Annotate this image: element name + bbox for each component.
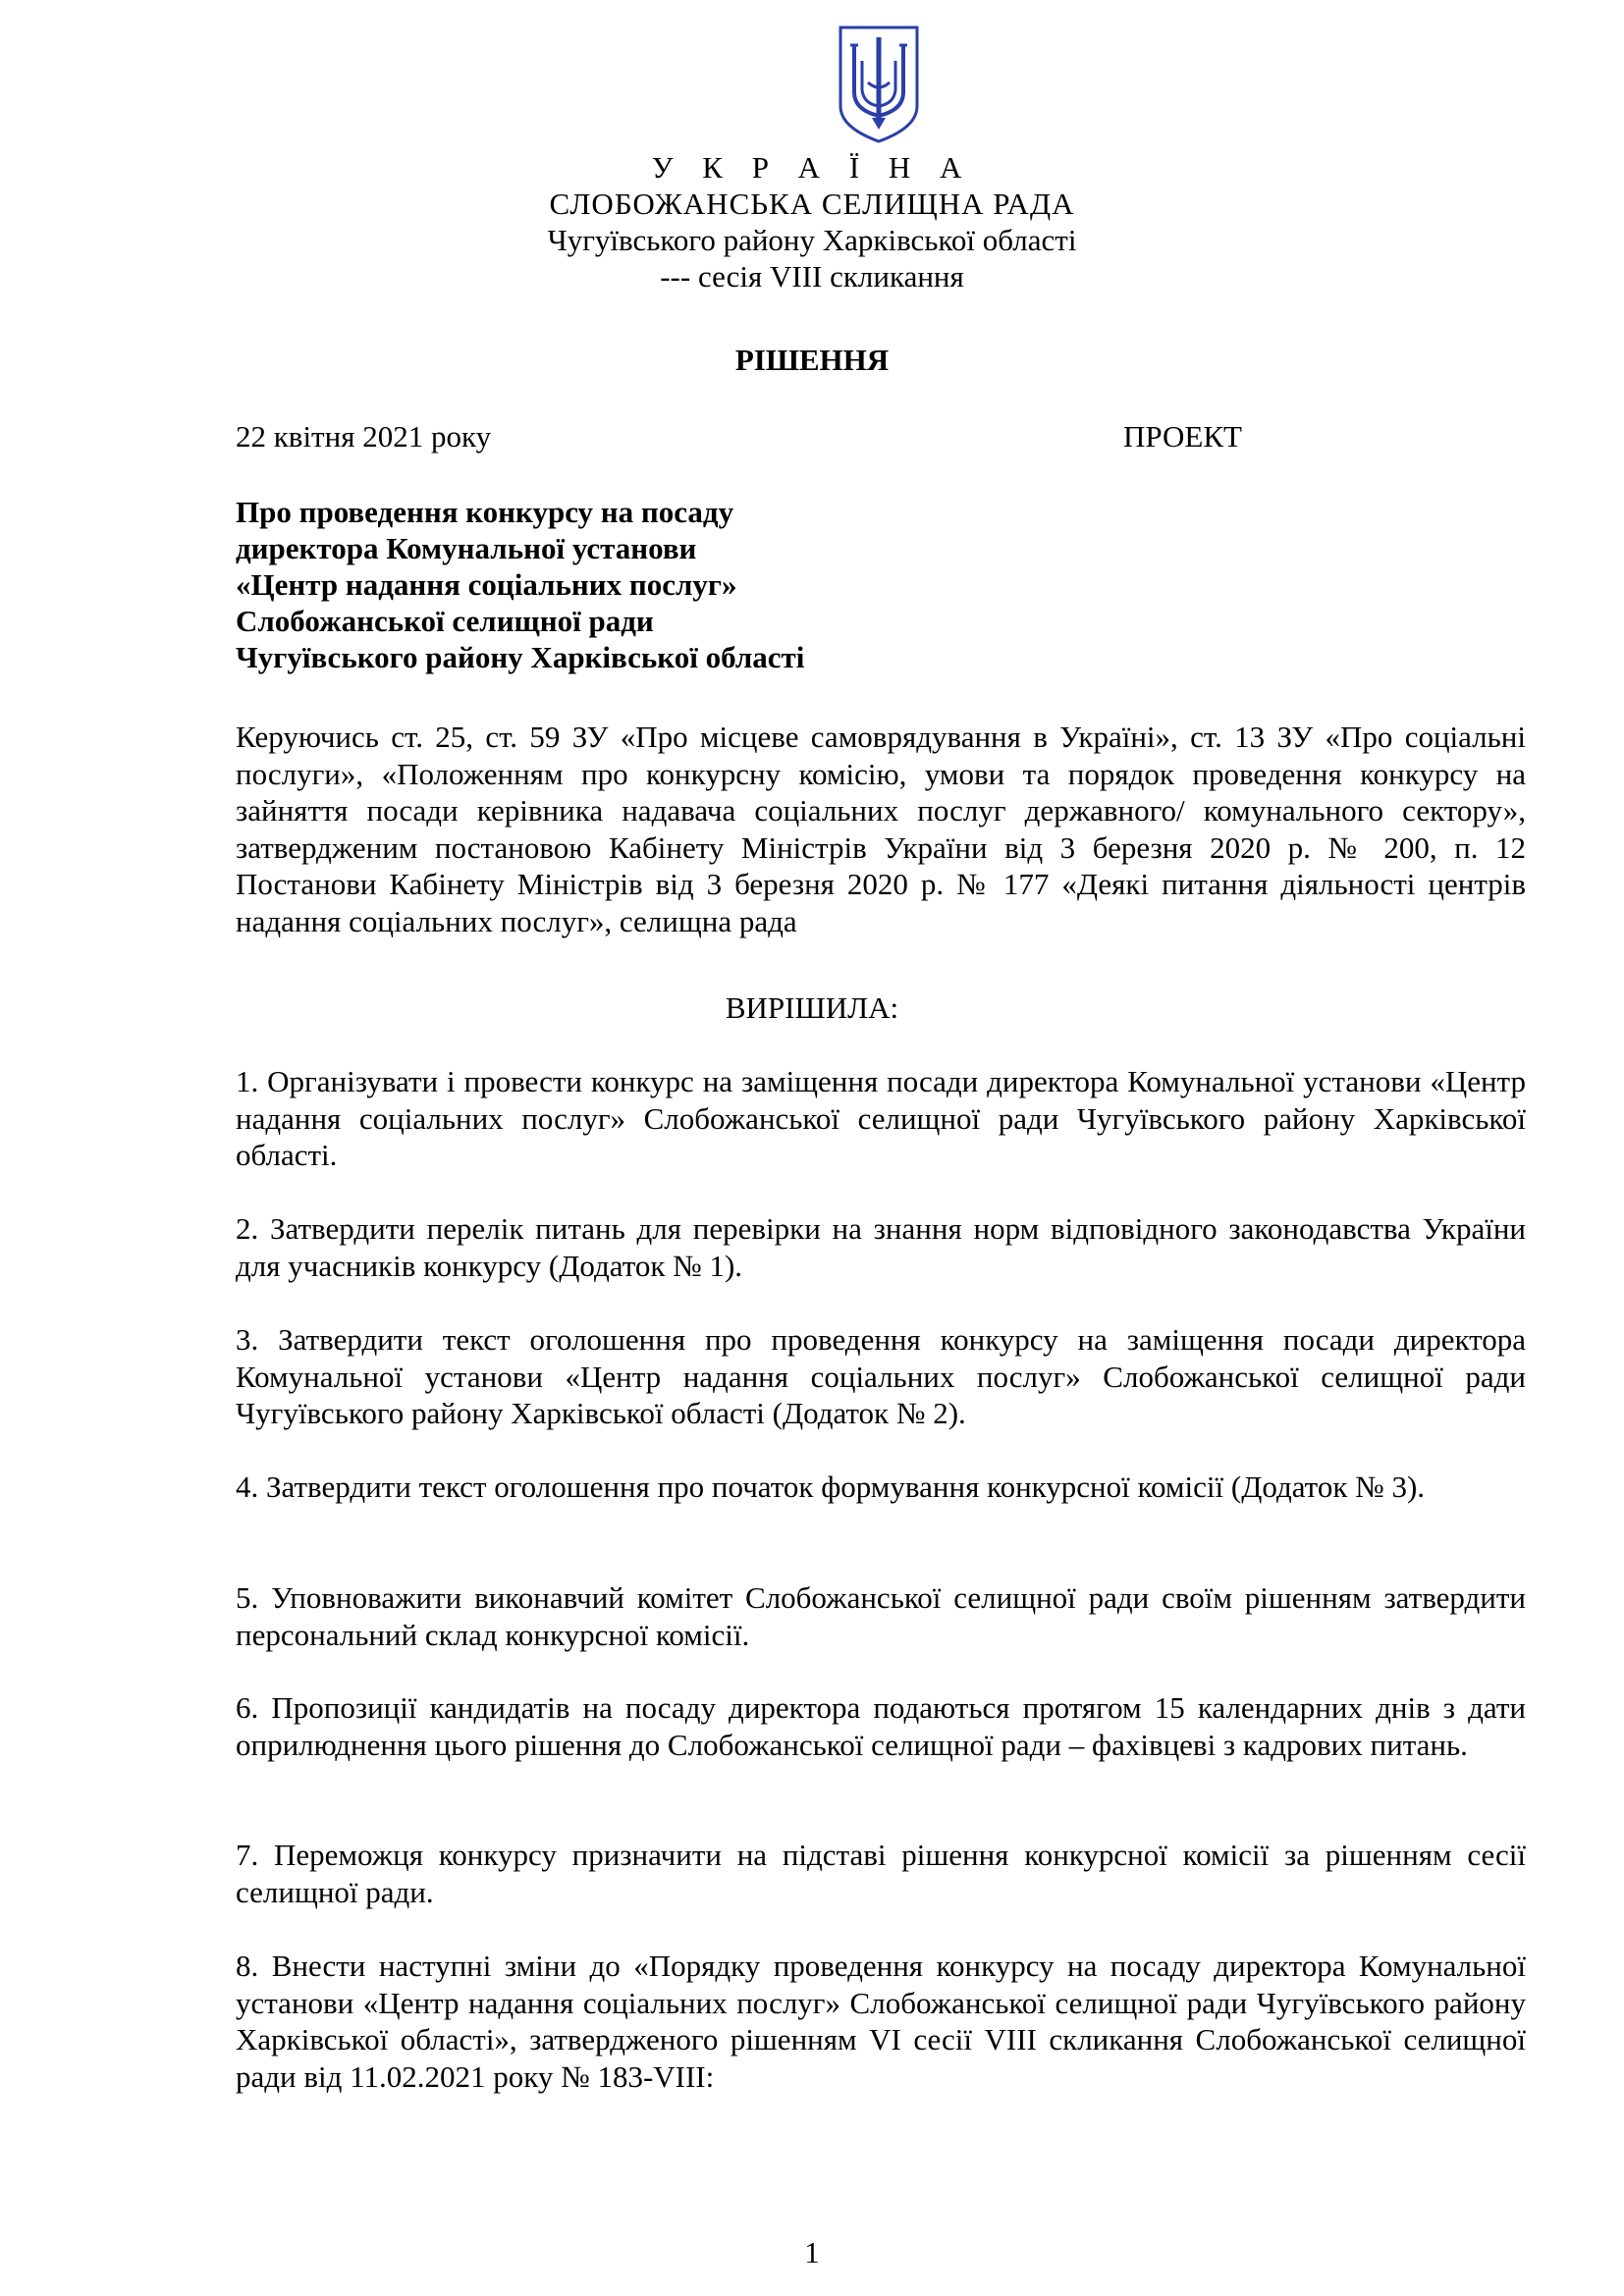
district-name: Чугуївського району Харківської області <box>547 223 1077 257</box>
document-title: РІШЕННЯ <box>734 343 890 377</box>
document-header <box>0 149 1624 294</box>
document-status: ПРОЕКТ <box>1123 419 1242 454</box>
decision-item-5: 5. Уповноважити виконавчий комітет Слобожанської селищної ради своїм рішенням затвердити персональний склад конкурсної комісії. <box>236 1580 1526 1652</box>
subject-line: Чугуївського району Харківської області <box>236 640 805 674</box>
decided-heading: ВИРІШИЛА: <box>725 990 899 1025</box>
preamble-paragraph: Керуючись ст. 25, ст. 59 ЗУ «Про місцеве самоврядування в Україні», ст. 13 ЗУ «Про соціальні послуги», «Положенням про конкурсну комісію, умови та порядок проведення конкурсу на зайняття посади керівника надавача соціальних послуг державного/ комунального сектору», затвердженим постановою Кабінету Міністрів України від 3 березня 2020 р. № 200, п. 12 Постанови Кабінету Міністрів від 3 березня 2020 р. № 177 «Деякі питання діяльності центрів надання соціальних послуг», селищна рада <box>236 720 1526 938</box>
trident-emblem-icon <box>835 22 923 147</box>
document-date: 22 квітня 2021 року <box>236 419 492 454</box>
decision-item-2: 2. Затвердити перелік питань для перевірки на знання норм відповідного законодавства України для учасників конкурсу (Додаток № 1). <box>236 1211 1526 1283</box>
decision-item-8: 8. Внести наступні зміни до «Порядку проведення конкурсу на посаду директора Комунальної установи «Центр надання соціальних послуг» Слобожанської селищної ради Чугуївського району Харківської області», затвердженого рішенням VI сесії VIII скликання Слобожанської селищної ради від 11.02.2021 року № 183-VIII: <box>236 1949 1526 2094</box>
country-name: У К Р А Ї Н А <box>651 150 973 185</box>
session-label: --- сесія VIII скликання <box>660 259 964 294</box>
decision-item-7: 7. Переможця конкурсу призначити на підставі рішення конкурсної комісії за рішенням сесії селищної ради. <box>236 1838 1526 1909</box>
decision-item-4: 4. Затвердити текст оголошення про початок формування конкурсної комісії (Додаток № 3). <box>236 1469 1426 1504</box>
decision-subject <box>236 494 1218 675</box>
subject-line: Слобожанської селищної ради <box>236 604 654 638</box>
subject-line: «Центр надання соціальних послуг» <box>236 567 737 602</box>
subject-line: директора Комунальної установи <box>236 531 697 565</box>
decision-item-1: 1. Організувати і провести конкурс на заміщення посади директора Комунальної установи «Центр надання соціальних послуг» Слобожанської селищної ради Чугуївського району Харківської області. <box>236 1064 1526 1172</box>
page-number: 1 <box>804 2235 820 2269</box>
date-row <box>236 418 1257 454</box>
council-name: СЛОБОЖАНСЬКА СЕЛИЩНА РАДА <box>549 187 1075 221</box>
decision-item-6: 6. Пропозиції кандидатів на посаду директора подаються протягом 15 календарних днів з дати оприлюднення цього рішення до Слобожанської селищної ради – фахівцеві з кадрових питань. <box>236 1690 1526 1762</box>
subject-line: Про проведення конкурсу на посаду <box>236 495 734 529</box>
decision-item-3: 3. Затвердити текст оголошення про проведення конкурсу на заміщення посади директора Комунальної установи «Центр надання соціальних послуг» Слобожанської селищної ради Чугуївського району Харківської області (Додаток № 2). <box>236 1322 1526 1430</box>
